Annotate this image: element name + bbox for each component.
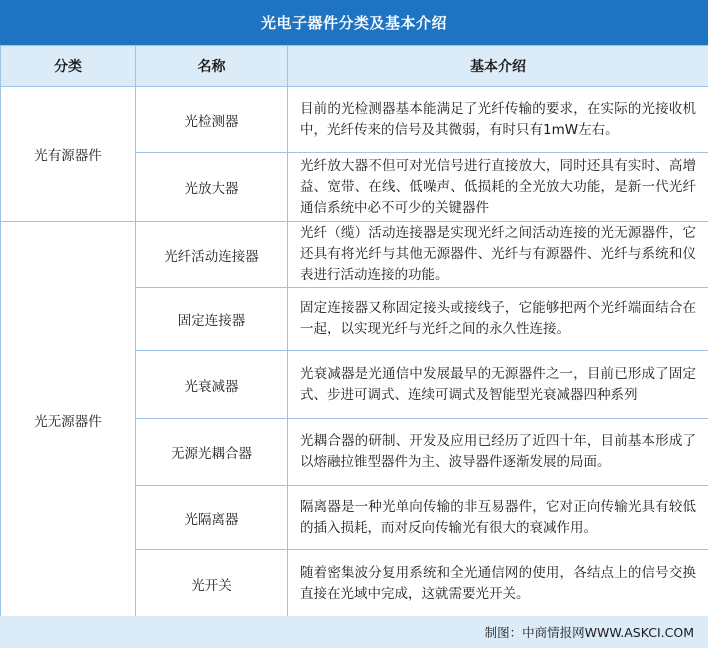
classification-table bbox=[0, 45, 708, 618]
name-cell: 光放大器 bbox=[136, 153, 288, 222]
category-cell: 光有源器件 bbox=[1, 87, 136, 222]
desc-cell: 随着密集波分复用系统和全光通信网的使用，各结点上的信号交换直接在光域中完成，这就需要光开关。 bbox=[288, 550, 708, 618]
table-row bbox=[1, 87, 708, 153]
name-cell: 光开关 bbox=[136, 550, 288, 618]
table-row bbox=[1, 222, 708, 288]
desc-cell: 光纤（缆）活动连接器是实现光纤之间活动连接的光无源器件，它还具有将光纤与其他无源器件、光纤与有源器件、光纤与系统和仪表进行活动连接的功能。 bbox=[288, 222, 708, 288]
header-row bbox=[1, 46, 708, 87]
name-cell: 光纤活动连接器 bbox=[136, 222, 288, 288]
desc-cell: 固定连接器又称固定接头或接线子，它能够把两个光纤端面结合在一起，以实现光纤与光纤之间的永久性连接。 bbox=[288, 288, 708, 351]
name-cell: 光检测器 bbox=[136, 87, 288, 153]
name-cell: 光隔离器 bbox=[136, 486, 288, 550]
source-footer: 制图：中商情报网WWW.ASKCI.COM bbox=[0, 616, 708, 648]
header-desc: 基本介绍 bbox=[288, 46, 708, 87]
classification-table-wrapper bbox=[0, 45, 708, 618]
name-cell: 光衰减器 bbox=[136, 351, 288, 419]
name-cell: 固定连接器 bbox=[136, 288, 288, 351]
category-cell: 光无源器件 bbox=[1, 222, 136, 618]
desc-cell: 光纤放大器不但可对光信号进行直接放大，同时还具有实时、高增益、宽带、在线、低噪声、低损耗的全光放大功能，是新一代光纤通信系统中必不可少的关键器件 bbox=[288, 153, 708, 222]
desc-cell: 目前的光检测器基本能满足了光纤传输的要求，在实际的光接收机中，光纤传来的信号及其微弱，有时只有1mW左右。 bbox=[288, 87, 708, 153]
desc-cell: 隔离器是一种光单向传输的非互易器件，它对正向传输光具有较低的插入损耗，而对反向传输光有很大的衰减作用。 bbox=[288, 486, 708, 550]
desc-cell: 光衰减器是光通信中发展最早的无源器件之一，目前已形成了固定式、步进可调式、连续可调式及智能型光衰减器四种系列 bbox=[288, 351, 708, 419]
name-cell: 无源光耦合器 bbox=[136, 419, 288, 486]
header-name: 名称 bbox=[136, 46, 288, 87]
desc-cell: 光耦合器的研制、开发及应用已经历了近四十年，目前基本形成了以熔融拉锥型器件为主、波导器件逐渐发展的局面。 bbox=[288, 419, 708, 486]
header-category: 分类 bbox=[1, 46, 136, 87]
table-title: 光电子器件分类及基本介绍 bbox=[0, 0, 708, 45]
